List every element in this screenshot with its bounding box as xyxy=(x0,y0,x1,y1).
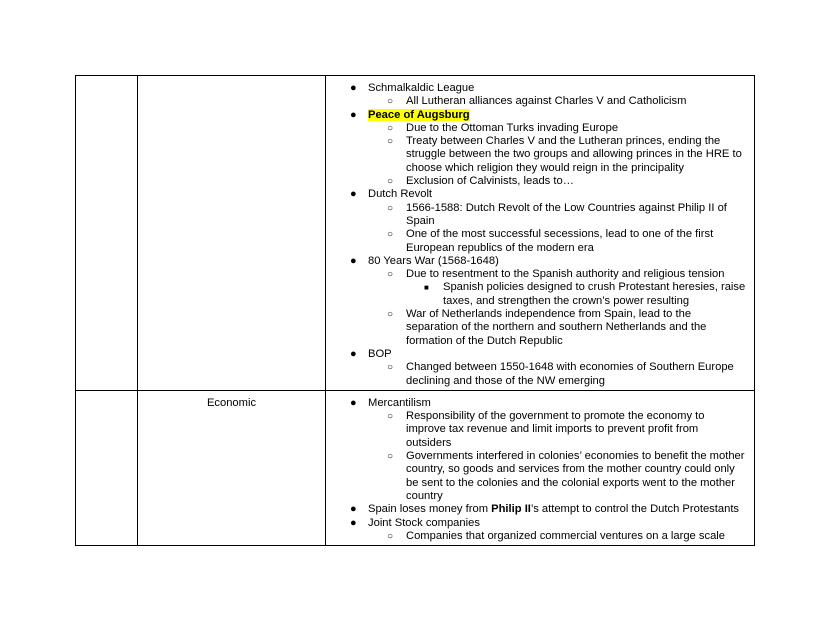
list-item xyxy=(326,82,746,109)
item-text: Governments interfered in colonies’ economies to benefit the mother country, so goods and services from the mother country could only be sent to the colonies and the colonial exports went to the mother country xyxy=(406,450,745,502)
item-text: BOP xyxy=(368,347,392,360)
bullet-disc-icon: ● xyxy=(350,503,357,516)
item-text: ’s attempt to control the Dutch Protestants xyxy=(530,503,740,516)
list-item xyxy=(326,308,746,348)
bullet-circle-icon: ○ xyxy=(387,269,394,281)
bullet-circle-icon: ○ xyxy=(387,202,394,214)
bullet-circle-icon: ○ xyxy=(387,309,394,321)
bullet-circle-icon: ○ xyxy=(387,122,394,134)
item-text: Joint Stock companies xyxy=(368,516,480,529)
notes-table xyxy=(75,75,755,546)
bullet-circle-icon: ○ xyxy=(387,530,394,542)
sub-sub-list xyxy=(326,281,746,308)
highlighted-item-text: Peace of Augsburg xyxy=(368,108,470,121)
item-text: Dutch Revolt xyxy=(368,188,433,201)
list-item xyxy=(326,410,746,450)
table-row xyxy=(76,390,755,545)
list-item xyxy=(326,281,746,308)
bullet-disc-icon: ● xyxy=(350,396,357,409)
list-item xyxy=(326,503,746,516)
bullet-disc-icon: ● xyxy=(350,347,357,360)
category-label: Economic xyxy=(206,396,257,409)
sub-list xyxy=(326,122,746,188)
table-cell-empty xyxy=(76,76,138,391)
table-row xyxy=(76,76,755,391)
bullet-disc-icon: ● xyxy=(350,254,357,267)
bullet-disc-icon: ● xyxy=(350,188,357,201)
item-text: Due to the Ottoman Turks invading Europe xyxy=(406,121,619,134)
bullet-circle-icon: ○ xyxy=(387,411,394,423)
bold-name: Philip II xyxy=(491,503,531,516)
list-item xyxy=(326,122,746,135)
item-text: Due to resentment to the Spanish authority and religious tension xyxy=(406,268,725,281)
item-text: Exclusion of Calvinists, leads to… xyxy=(406,175,574,188)
list-item xyxy=(326,109,746,189)
sub-list xyxy=(326,361,746,388)
list-item xyxy=(326,255,746,348)
item-text: All Lutheran alliances against Charles V and Catholicism xyxy=(406,95,687,108)
sub-list xyxy=(326,268,746,348)
sub-list xyxy=(326,202,746,255)
item-text: War of Netherlands independence from Spain, lead to the separation of the northern and southern Netherlands and the formation of the Dutch Republic xyxy=(406,308,707,347)
bullet-square-icon: ■ xyxy=(424,283,429,293)
bullet-list xyxy=(326,82,746,388)
sub-list xyxy=(326,95,746,108)
item-text: Responsibility of the government to promote the economy to improve tax revenue and limit imports to prevent profit from outsiders xyxy=(406,410,705,449)
table-cell-category xyxy=(138,390,326,545)
sub-list xyxy=(326,530,746,543)
bullet-circle-icon: ○ xyxy=(387,176,394,188)
table-cell-content xyxy=(326,390,755,545)
item-text: Schmalkaldic League xyxy=(368,82,475,94)
list-item xyxy=(326,361,746,388)
bullet-disc-icon: ● xyxy=(350,516,357,529)
list-item xyxy=(326,517,746,544)
bullet-disc-icon: ● xyxy=(350,82,357,94)
item-text: Companies that organized commercial ventures on a large scale xyxy=(406,529,726,542)
item-text: One of the most successful secessions, lead to one of the first European republics of the modern era xyxy=(406,228,714,254)
list-item xyxy=(326,397,746,503)
list-item xyxy=(326,228,746,255)
bullet-circle-icon: ○ xyxy=(387,362,394,374)
bullet-circle-icon: ○ xyxy=(387,136,394,148)
item-text: Mercantilism xyxy=(368,396,431,409)
list-item xyxy=(326,348,746,388)
list-item xyxy=(326,450,746,503)
sub-list xyxy=(326,410,746,503)
list-item xyxy=(326,530,746,543)
item-text: Changed between 1550-1648 with economies of Southern Europe declining and those of the NW emerging xyxy=(406,361,734,387)
table-cell-category xyxy=(138,76,326,391)
item-text: 80 Years War (1568-1648) xyxy=(368,254,499,267)
bullet-circle-icon: ○ xyxy=(387,451,394,463)
item-text: Spanish policies designed to crush Protestant heresies, raise taxes, and strengthen the crown’s power resulting xyxy=(443,281,746,307)
list-item xyxy=(326,175,746,188)
list-item xyxy=(326,95,746,108)
bullet-circle-icon: ○ xyxy=(387,96,394,108)
list-item xyxy=(326,268,746,308)
list-item xyxy=(326,188,746,254)
bullet-circle-icon: ○ xyxy=(387,229,394,241)
bullet-disc-icon: ● xyxy=(350,108,357,121)
list-item xyxy=(326,135,746,175)
item-text: Spain loses money from xyxy=(368,503,492,516)
table-cell-empty xyxy=(76,390,138,545)
list-item xyxy=(326,202,746,229)
item-text: Treaty between Charles V and the Lutheran princes, ending the struggle between the two groups and allowing princes in the HRE to choose which religion they would reign in the principality xyxy=(406,135,742,174)
bullet-list xyxy=(326,397,746,543)
table-cell-content xyxy=(326,76,755,391)
item-text: 1566-1588: Dutch Revolt of the Low Countries against Philip II of Spain xyxy=(406,201,727,227)
